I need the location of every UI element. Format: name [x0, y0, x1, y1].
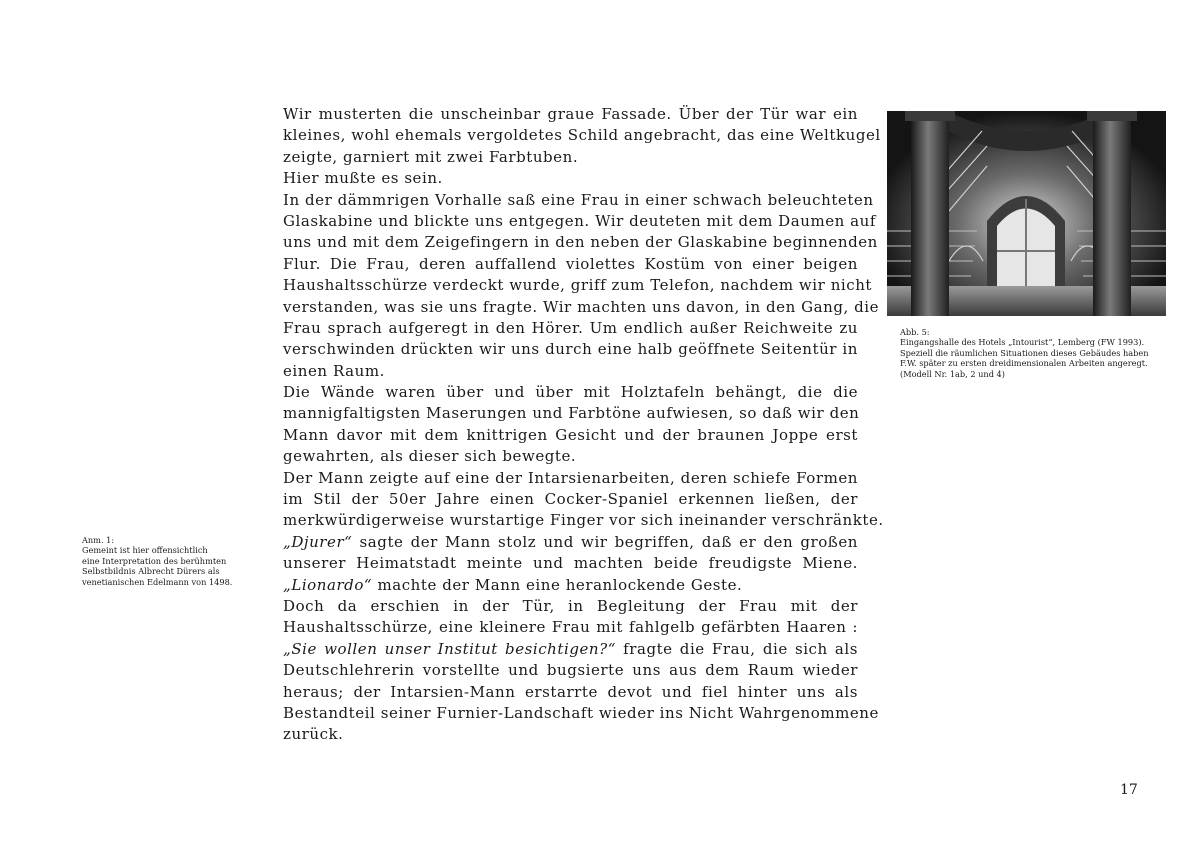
text-line: heraus; der Intarsien-Mann erstarrte devot und fiel hinter uns als: [283, 682, 858, 701]
photo-illustration: [887, 111, 1166, 316]
hotel-lobby-photo: [887, 111, 1166, 316]
text-line: Hier mußte es sein.: [283, 169, 443, 188]
text-line: Deutschlehrerin vorstellte und bugsierte uns aus dem Raum wieder: [283, 661, 858, 680]
text-fragment: fragte die Frau, die sich als: [623, 639, 858, 658]
text-fragment: machte der Mann eine heranlockende Geste.: [377, 575, 743, 594]
text-line: mannigfaltigsten Maserungen und Farbtöne aufwiesen, so daß wir den: [283, 404, 860, 423]
text-line: verstanden, was sie uns fragte. Wir machten uns davon, in den Gang, die: [283, 297, 880, 316]
note-line: Anm. 1:: [82, 535, 115, 545]
text-line: Der Mann zeigte auf eine der Intarsienarbeiten, deren schiefe Formen: [283, 468, 858, 487]
quote-institut: „Sie wollen unser Institut besichtigen?“: [283, 639, 616, 658]
text-line: kleines, wohl ehemals vergoldetes Schild angebracht, das eine Weltkugel: [283, 126, 881, 145]
note-line: Gemeint ist hier offensichtlich: [82, 545, 208, 556]
text-line: [283, 532, 858, 553]
caption-line: Abb. 5:: [900, 327, 930, 337]
text-line: Flur. Die Frau, deren auffallend violettes Kostüm von einer beigen: [283, 254, 858, 273]
text-line: Haushaltsschürze, eine kleinere Frau mit fahlgelb gefärbten Haaren :: [283, 618, 858, 637]
text-line: Mann davor mit dem knittrigen Gesicht und der braunen Joppe erst: [283, 425, 858, 444]
text-line: [283, 639, 858, 660]
caption-line: Eingangshalle des Hotels „Intourist“, Lemberg (FW 1993).: [900, 337, 1145, 348]
note-line: venetianischen Edelmann von 1498.: [82, 576, 233, 587]
text-line: Die Wände waren über und über mit Holztafeln behängt, die die: [283, 383, 858, 402]
text-line: Doch da erschien in der Tür, in Begleitung der Frau mit der: [283, 596, 858, 615]
text-line: Glaskabine und blickte uns entgegen. Wir deuteten mit dem Daumen auf: [283, 211, 876, 230]
text-line: gewahrten, als dieser sich bewegte.: [283, 447, 577, 466]
page-number: 17: [1120, 782, 1138, 798]
text-line: Frau sprach aufgeregt in den Hörer. Um endlich außer Reichweite zu: [283, 318, 858, 337]
text-line: uns und mit dem Zeigefingern in den neben der Glaskabine beginnenden: [283, 233, 878, 252]
text-line: In der dämmrigen Vorhalle saß eine Frau in einer schwach beleuchteten: [283, 190, 874, 209]
text-line: Haushaltsschürze verdeckt wurde, griff zum Telefon, nachdem wir nicht: [283, 276, 872, 295]
note-line: eine Interpretation des berühmten: [82, 555, 227, 566]
text-line: einen Raum.: [283, 361, 385, 380]
quote-lionardo: „Lionardo“: [283, 575, 373, 594]
main-text-block: [283, 104, 884, 746]
quote-djurer: „Djurer“: [283, 532, 353, 551]
note-line: Selbstbildnis Albrecht Dürers als: [82, 566, 220, 577]
text-line: im Stil der 50er Jahre einen Cocker-Spaniel erkennen ließen, der: [283, 490, 858, 509]
caption-line: F.W. später zu ersten dreidimensionalen Arbeiten angeregt.: [900, 358, 1148, 369]
text-line: verschwinden drückten wir uns durch eine halb geöffnete Seitentür in: [283, 340, 858, 359]
text-line: Wir musterten die unscheinbar graue Fassade. Über der Tür war ein: [283, 105, 858, 123]
margin-note: [82, 535, 242, 587]
caption-line: Speziell die räumlichen Situationen dieses Gebäudes haben: [900, 347, 1149, 358]
text-fragment: sagte der Mann stolz und wir begriffen, daß er den großen: [359, 532, 858, 551]
text-line: Bestandteil seiner Furnier-Landschaft wieder ins Nicht Wahrgenommene: [283, 703, 879, 722]
text-line: zurück.: [283, 725, 344, 744]
text-line: [283, 575, 858, 596]
caption-line: (Modell Nr. 1ab, 2 und 4): [900, 368, 1005, 379]
text-line: zeigte, garniert mit zwei Farbtuben.: [283, 147, 579, 166]
text-line: unserer Heimatstadt meinte und machten beide freudigste Miene.: [283, 554, 858, 573]
figure-caption: [900, 327, 1170, 379]
text-line: merkwürdigerweise wurstartige Finger vor sich ineinander verschränkte.: [283, 511, 884, 530]
